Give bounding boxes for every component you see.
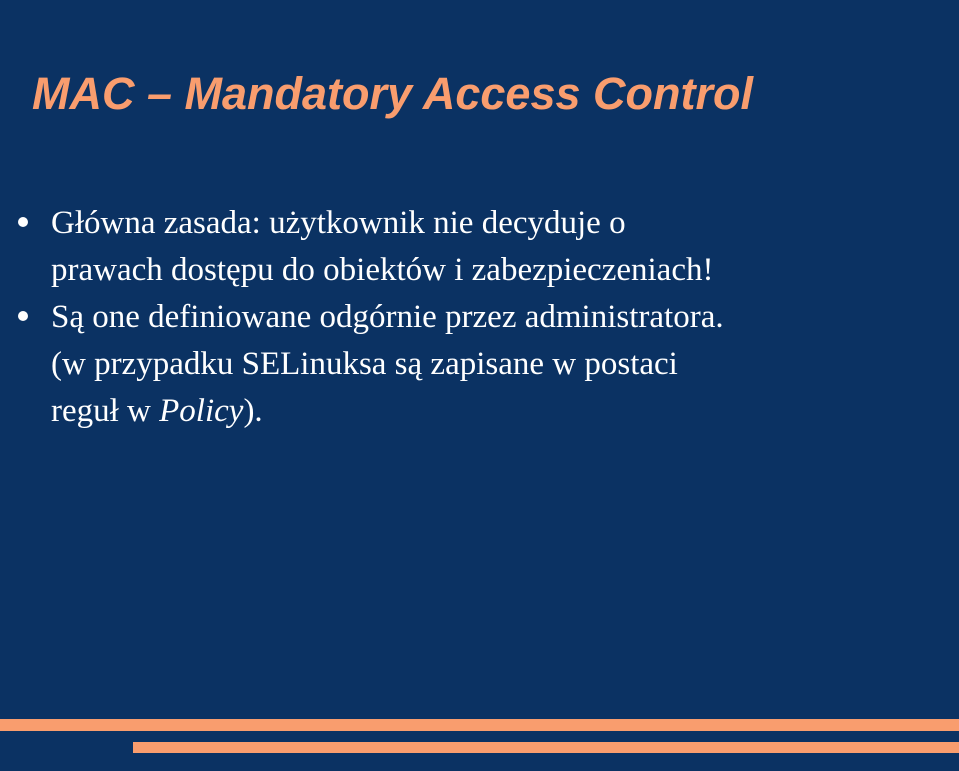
slide-title: MAC – Mandatory Access Control — [32, 68, 753, 119]
bullet-text: ). — [243, 393, 263, 429]
bullet-line-last — [51, 388, 948, 435]
bullet-dot-icon — [18, 217, 28, 227]
bullet-line: (w przypadku SELinuksa są zapisane w postaci — [51, 346, 678, 382]
bullet-dot-icon — [18, 311, 28, 321]
bullet-item — [18, 200, 948, 294]
bullet-item — [18, 294, 948, 435]
bullet-line: Główna zasada: użytkownik nie decyduje o — [51, 205, 626, 241]
bullet-text: reguł w — [51, 393, 160, 429]
bullet-line: prawach dostępu do obiektów i zabezpieczeniach! — [51, 252, 714, 288]
decorative-stripe-top — [0, 719, 959, 731]
policy-emphasis: Policy — [159, 393, 244, 429]
bullet-list — [18, 200, 948, 435]
decorative-stripe-bottom — [133, 742, 959, 753]
bullet-line: Są one definiowane odgórnie przez administratora. — [51, 299, 724, 335]
